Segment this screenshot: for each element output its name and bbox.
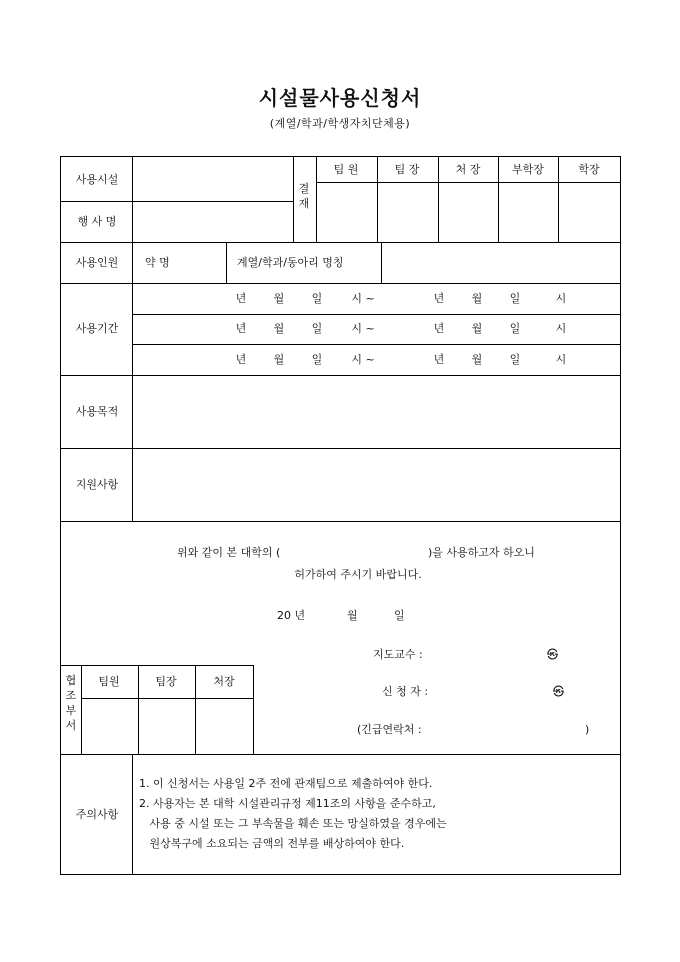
row-line-2	[61, 283, 621, 284]
notice-list	[139, 774, 447, 854]
document-subtitle: (계열/학과/학생자치단체용)	[269, 117, 411, 130]
label-column-divider	[132, 157, 133, 521]
request-line1-prefix: 위와 같이 본 대학의 (	[177, 546, 281, 559]
notice-label-divider	[132, 754, 133, 875]
end-hour: 시	[555, 292, 567, 305]
start-day: 일	[311, 322, 323, 335]
row-line-6	[61, 754, 621, 755]
notice-item-3: 사용 중 시설 또는 그 부속물을 훼손 또는 망실하였을 경우에는	[139, 817, 447, 830]
approval-col-director: 처 장	[455, 163, 481, 176]
facility-row-line	[61, 201, 293, 202]
coop-col-divider-2	[195, 665, 196, 754]
advisor-label: 지도교수 :	[373, 648, 423, 661]
end-month: 월	[471, 322, 483, 335]
coop-top-line	[61, 665, 253, 666]
facility-label: 사용시설	[75, 173, 119, 186]
contact-close: )	[585, 723, 590, 736]
start-year: 년	[235, 322, 247, 335]
end-day: 일	[509, 292, 521, 305]
start-month: 월	[273, 322, 285, 335]
coop-col-divider-1	[138, 665, 139, 754]
personnel-divider-1	[226, 242, 227, 283]
approval-header-line	[316, 182, 621, 183]
notice-item-2: 2. 사용자는 본 대학 시설관리규정 제11조의 사항을 준수하고,	[139, 797, 436, 810]
notice-label: 주의사항	[75, 808, 119, 821]
row-line-5	[61, 521, 621, 522]
approval-col-vice-dean: 부학장	[512, 163, 544, 176]
coop-col-team-leader: 팀장	[155, 675, 177, 688]
approval-col-divider-1	[316, 157, 317, 242]
approval-col-divider-4	[498, 157, 499, 242]
department-name-label: 계열/학과/동아리 명칭	[237, 256, 344, 269]
period-line-2	[132, 344, 621, 345]
end-day: 일	[509, 353, 521, 366]
period-line-1	[132, 314, 621, 315]
end-year: 년	[433, 353, 445, 366]
request-line1-suffix: )을 사용하고자 하오니	[428, 546, 535, 559]
advisor-seal: ㉿	[547, 648, 558, 661]
application-form	[60, 156, 621, 875]
approval-col-dean: 학장	[578, 163, 600, 176]
date-day: 일	[394, 609, 405, 622]
approval-label-divider	[293, 157, 294, 242]
approval-col-team-member: 팀 원	[333, 163, 359, 176]
approval-col-divider-5	[558, 157, 559, 242]
start-hour: 시 ~	[351, 353, 375, 366]
approval-col-divider-2	[377, 157, 378, 242]
row-line-4	[61, 448, 621, 449]
end-month: 월	[471, 353, 483, 366]
date-year: 20 년	[277, 609, 306, 622]
abbreviation-label: 약 명	[145, 256, 170, 269]
event-name-label: 행 사 명	[77, 215, 117, 228]
coop-label-divider	[81, 665, 82, 754]
period-label: 사용기간	[75, 322, 119, 335]
start-month: 월	[273, 292, 285, 305]
start-day: 일	[311, 292, 323, 305]
coop-col-director: 처장	[213, 675, 235, 688]
end-day: 일	[509, 322, 521, 335]
coop-col-team-member: 팀원	[98, 675, 120, 688]
start-hour: 시 ~	[351, 292, 375, 305]
start-month: 월	[273, 353, 285, 366]
start-year: 년	[235, 292, 247, 305]
end-hour: 시	[555, 322, 567, 335]
end-hour: 시	[555, 353, 567, 366]
approval-col-team-leader: 팀 장	[394, 163, 420, 176]
coop-header-line	[81, 698, 253, 699]
end-month: 월	[471, 292, 483, 305]
approval-col-divider-3	[438, 157, 439, 242]
request-line2: 허가하여 주시기 바랍니다.	[294, 568, 422, 581]
personnel-divider-2	[381, 242, 382, 283]
personnel-label: 사용인원	[75, 256, 119, 269]
date-month: 월	[347, 609, 358, 622]
row-line-3	[61, 375, 621, 376]
end-year: 년	[433, 292, 445, 305]
contact-label: (긴급연락처 :	[357, 723, 422, 736]
applicant-seal: ㉿	[553, 685, 564, 698]
notice-item-4: 원상복구에 소요되는 금액의 전부를 배상하여야 한다.	[139, 837, 405, 850]
cooperation-label: 협조부서	[65, 674, 77, 732]
support-label: 지원사항	[75, 478, 119, 491]
document-title: 시설물사용신청서	[258, 86, 422, 110]
row-line-1	[61, 242, 621, 243]
coop-col-divider-3	[253, 665, 254, 754]
notice-item-1: 1. 이 신청서는 사용일 2주 전에 관재팀으로 제출하여야 한다.	[139, 777, 433, 790]
start-hour: 시 ~	[351, 322, 375, 335]
purpose-label: 사용목적	[75, 405, 119, 418]
approval-label: 결재	[298, 182, 310, 210]
applicant-label: 신 청 자 :	[382, 685, 429, 698]
end-year: 년	[433, 322, 445, 335]
start-day: 일	[311, 353, 323, 366]
start-year: 년	[235, 353, 247, 366]
